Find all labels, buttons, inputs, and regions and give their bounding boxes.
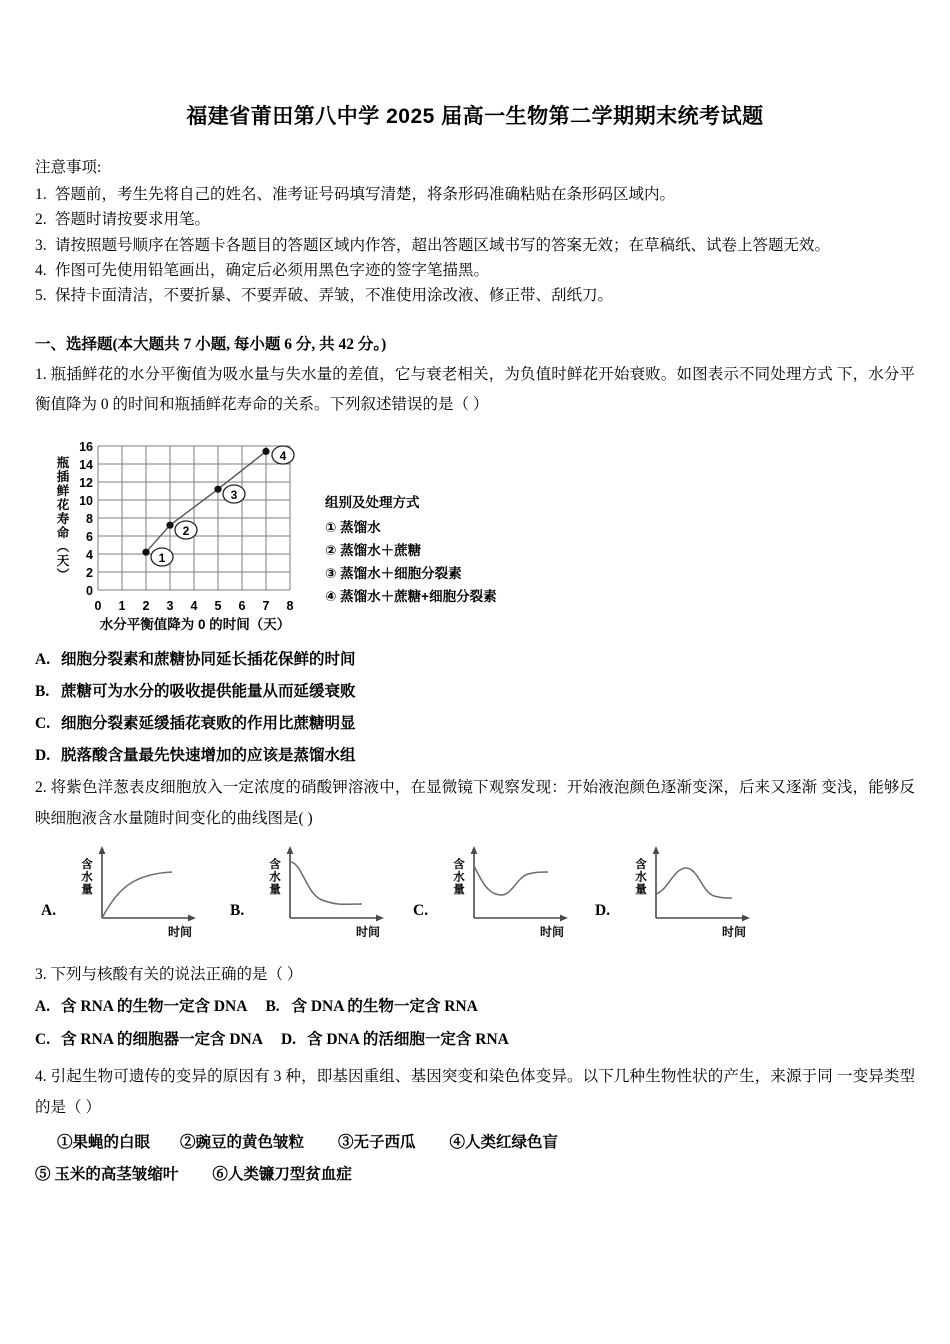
item-row[interactable] <box>35 1127 915 1160</box>
data-point-3 <box>214 486 221 493</box>
y-axis-label <box>55 455 70 582</box>
legend-entry: ① 蒸馏水 <box>325 519 381 535</box>
svg-text:0: 0 <box>86 584 93 599</box>
x-axis-arrow <box>560 914 568 921</box>
option-tag: B. <box>35 683 50 701</box>
svg-text:含水量: 含水量 <box>634 857 647 896</box>
question-1-stem <box>35 360 915 420</box>
option-tag: A. <box>35 998 51 1016</box>
option-tag: D. <box>280 1030 297 1048</box>
notice-item-number: 3. <box>35 236 47 254</box>
question-3-text: 下列与核酸有关的说法正确的是（ ） <box>50 965 303 983</box>
question-1-text-line1: 瓶插鲜花的水分平衡值为吸水量与失水量的差值，它与衰老相关，为负值时鲜花开始衰败。如图表示不同处理方式 <box>50 365 833 383</box>
notice-item <box>35 258 915 283</box>
water-content-curve-a <box>60 842 215 942</box>
x-axis-label: 时间 <box>168 924 193 939</box>
svg-text:3: 3 <box>230 488 238 503</box>
notice-item-text: 保持卡面清洁，不要折暴、不要弄破、弄皱，不准使用涂改液、修正带、刮纸刀。 <box>55 286 614 304</box>
item-1: ①果蝇的白眼 <box>57 1133 151 1151</box>
curve-path <box>474 866 548 895</box>
option-tag: B. <box>265 998 280 1016</box>
option-row[interactable] <box>35 1024 915 1057</box>
option-text: 脱落酸含量最先快速增加的应该是蒸馏水组 <box>61 746 356 764</box>
svg-text:含水量: 含水量 <box>268 857 281 896</box>
y-axis-arrow <box>653 846 660 854</box>
question-3-number: 3. <box>35 965 47 983</box>
figure-1 <box>35 434 915 634</box>
notice-item <box>35 283 915 308</box>
curve-path <box>290 862 362 904</box>
x-axis-arrow <box>376 914 384 921</box>
lifespan-scatter-svg <box>40 434 340 634</box>
page-title: 福建省莆田第八中学 2025 届高一生物第二学期期末统考试题 <box>186 105 764 128</box>
option-tag: A. <box>41 901 57 919</box>
option-tag: C. <box>35 1030 51 1048</box>
data-point-2 <box>166 522 173 529</box>
option-text: 含 DNA 的活细胞一定含 RNA <box>306 1030 509 1048</box>
option-row[interactable] <box>35 740 915 772</box>
svg-text:6: 6 <box>86 530 93 545</box>
svg-text:8: 8 <box>86 512 93 527</box>
item-3: ③无子西瓜 <box>338 1133 416 1151</box>
option-tag: D. <box>595 901 611 919</box>
svg-text:8: 8 <box>286 599 294 614</box>
item-4: ④人类红绿色盲 <box>449 1133 559 1151</box>
svg-text:瓶插鲜花寿命（天）: 瓶插鲜花寿命（天） <box>55 456 69 583</box>
svg-text:4: 4 <box>190 599 198 614</box>
svg-text:2: 2 <box>86 566 93 581</box>
figure-1-legend <box>325 491 497 608</box>
question-2-option-a[interactable] <box>41 842 215 942</box>
question-2-stem <box>35 773 915 833</box>
question-3-options <box>35 991 915 1056</box>
option-tag: D. <box>35 746 51 764</box>
question-2-text-line1: 将紫色洋葱表皮细胞放入一定浓度的硝酸钾溶液中，在显微镜下观察发现：开始液泡颜色逐渐变深，后来又逐渐 <box>50 779 818 797</box>
question-3-stem <box>35 960 915 989</box>
question-2-option-b[interactable] <box>230 842 403 942</box>
option-text: 含 RNA 的生物一定含 DNA <box>61 998 248 1016</box>
x-axis-label: 时间 <box>540 924 565 939</box>
question-4-stem <box>35 1062 915 1122</box>
option-text: 含 DNA 的生物一定含 RNA <box>291 998 478 1016</box>
option-tag: B. <box>230 901 245 919</box>
svg-text:4: 4 <box>86 548 93 563</box>
figure-2 <box>35 842 915 948</box>
notice-item-text: 答题时请按要求用笔。 <box>55 211 211 229</box>
option-tag: C. <box>413 901 429 919</box>
svg-text:1: 1 <box>118 599 126 614</box>
svg-text:6: 6 <box>238 599 246 614</box>
curve-path <box>656 868 732 898</box>
water-content-curve-c <box>432 842 587 942</box>
y-axis-arrow <box>287 846 294 854</box>
question-1-options <box>35 644 915 771</box>
question-4-items <box>35 1127 915 1192</box>
notice-item-text: 作图可先使用铅笔画出，确定后必须用黑色字迹的签字笔描黑。 <box>55 261 490 279</box>
svg-text:含水量: 含水量 <box>452 857 465 896</box>
x-axis-tick-labels <box>95 599 294 613</box>
notice-item-number: 5. <box>35 286 47 304</box>
y-axis-tick-labels <box>79 440 93 598</box>
svg-text:2: 2 <box>142 599 150 614</box>
notice-item <box>35 207 915 232</box>
question-4-text-line2: 一变异类型的是（ ） <box>35 1068 916 1116</box>
item-row[interactable] <box>35 1159 915 1192</box>
notice-block <box>35 155 915 308</box>
option-row[interactable] <box>35 708 915 740</box>
item-2: ②豌豆的黄色皱粒 <box>180 1133 305 1151</box>
x-axis-label: 时间 <box>356 924 381 939</box>
notice-item <box>35 233 915 258</box>
notice-heading: 注意事项: <box>35 159 102 177</box>
svg-text:16: 16 <box>79 440 93 455</box>
item-5: ⑤ 玉米的高茎皱缩叶 <box>35 1166 179 1184</box>
notice-item-text: 答题前，考生先将自己的姓名、准考证号码填写清楚，将条形码准确粘贴在条形码区域内。 <box>55 186 676 204</box>
notice-item-number: 4. <box>35 261 47 279</box>
legend-entry: ③ 蒸馏水＋细胞分裂素 <box>325 565 462 581</box>
legend-title: 组别及处理方式 <box>325 495 420 511</box>
y-axis-arrow <box>99 846 106 854</box>
option-text: 含 RNA 的细胞器一定含 DNA <box>61 1030 263 1048</box>
lifespan-scatter-chart <box>40 434 340 634</box>
x-axis-label: 水分平衡值降为 0 的时间（天） <box>99 617 291 633</box>
svg-text:10: 10 <box>79 494 93 509</box>
x-axis-arrow <box>742 914 750 921</box>
data-point-1 <box>142 549 149 556</box>
question-1-number: 1. <box>35 365 47 383</box>
svg-text:3: 3 <box>166 599 174 614</box>
x-axis-label: 时间 <box>722 924 747 939</box>
question-2-number: 2. <box>35 779 47 797</box>
svg-text:5: 5 <box>214 599 222 614</box>
y-axis-arrow <box>471 846 478 854</box>
legend-entry: ④ 蒸馏水＋蔗糖+细胞分裂素 <box>325 589 497 605</box>
option-row[interactable] <box>35 644 915 676</box>
notice-item-number: 2. <box>35 211 47 229</box>
curve-path <box>102 872 172 918</box>
question-1-text-line2: 下，水分平衡值降为 0 的时间和瓶插鲜花寿命的关系。下列叙述错误的是（ ） <box>35 365 916 414</box>
option-text: 细胞分裂素和蔗糖协同延长插花保鲜的时间 <box>61 651 356 669</box>
question-2-option-d[interactable] <box>595 842 769 942</box>
notice-item-text: 请按照题号顺序在答题卡各题目的答题区域内作答，超出答题区域书写的答案无效；在草稿纸、试卷上答题无效。 <box>55 236 831 254</box>
item-6: ⑥人类镰刀型贫血症 <box>212 1166 352 1184</box>
water-content-curve-b <box>248 842 403 942</box>
chart-gridlines <box>98 446 290 590</box>
option-tag: A. <box>35 651 51 669</box>
legend-entry: ② 蒸馏水＋蔗糖 <box>325 542 422 558</box>
svg-text:0: 0 <box>94 599 102 614</box>
svg-text:7: 7 <box>262 599 270 614</box>
option-row[interactable] <box>35 676 915 708</box>
option-row[interactable] <box>35 991 915 1024</box>
chart-data-line <box>146 452 266 553</box>
water-content-curve-d <box>614 842 769 942</box>
question-2-text-line2: 变浅，能够反映细胞液含水量随时间变化的曲线图是( ) <box>35 779 916 827</box>
svg-text:含水量: 含水量 <box>80 857 93 896</box>
notice-item-number: 1. <box>35 186 47 204</box>
option-tag: C. <box>35 714 51 732</box>
option-text: 蔗糖可为水分的吸收提供能量从而延缓衰败 <box>61 683 356 701</box>
x-axis-arrow <box>188 914 196 921</box>
svg-text:1: 1 <box>158 551 166 566</box>
svg-text:14: 14 <box>79 458 93 473</box>
svg-text:4: 4 <box>279 449 287 464</box>
question-3 <box>35 960 915 1057</box>
section-header-choice: 一、选择题(本大题共 7 小题, 每小题 6 分, 共 42 分。) <box>35 335 387 353</box>
question-4-text-line1: 引起生物可遗传的变异的原因有 3 种，即基因重组、基因突变和染色体变异。以下几种生物性状的产生，来源于同 <box>50 1068 833 1086</box>
svg-text:12: 12 <box>79 476 93 491</box>
question-4-number: 4. <box>35 1068 47 1086</box>
data-point-4 <box>262 448 269 455</box>
option-text: 细胞分裂素延缓插花衰败的作用比蔗糖明显 <box>61 714 356 732</box>
question-2-option-c[interactable] <box>413 842 587 942</box>
svg-text:2: 2 <box>182 524 190 539</box>
notice-item <box>35 182 915 207</box>
